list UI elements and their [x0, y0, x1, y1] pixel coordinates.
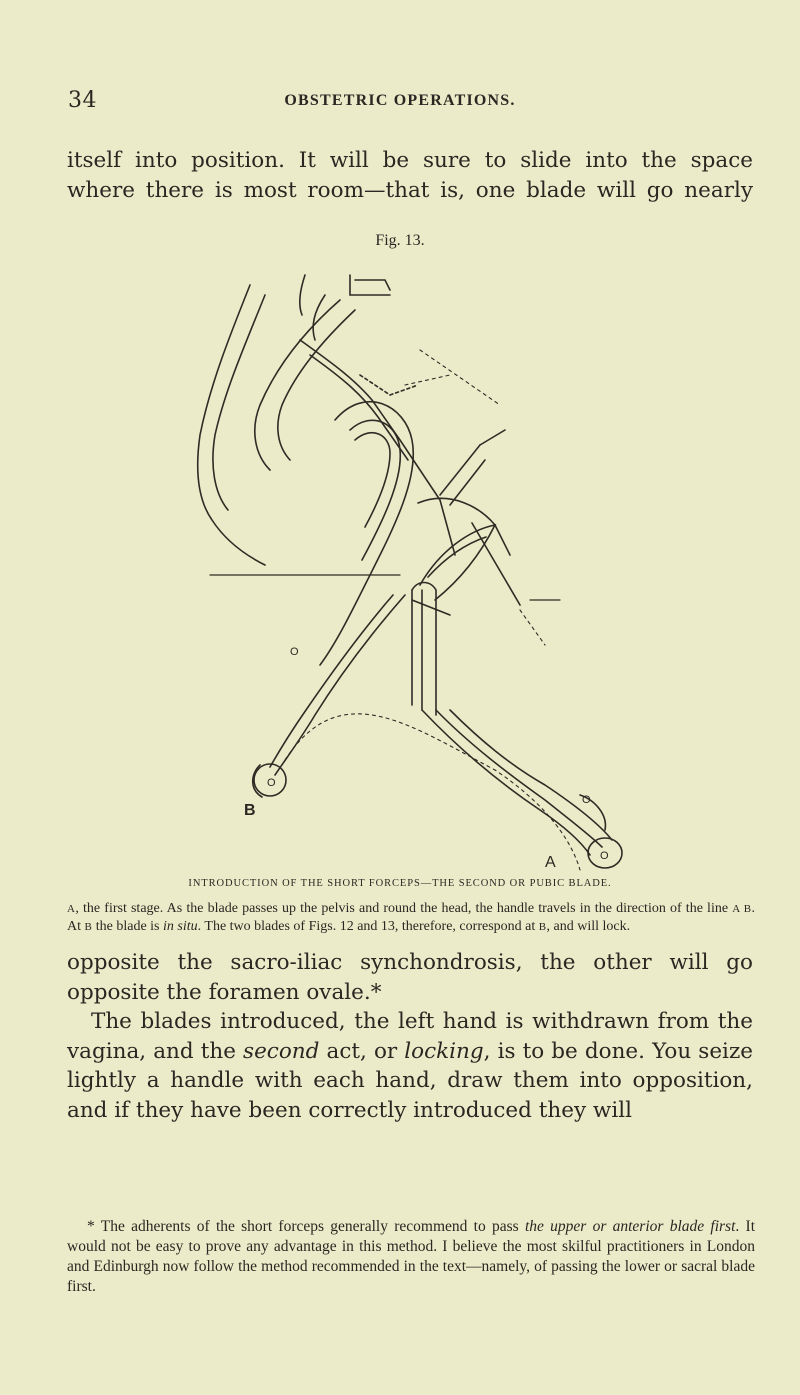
paragraph-2-locking: locking [404, 1038, 484, 1064]
caption-text-b: the blade is [92, 919, 164, 934]
paragraph-1: opposite the sacro-iliac synchondrosis, the other will go opposite the foramen ovale.* [67, 950, 753, 1005]
paragraph-2-start: The blades introduced, the left hand is withdrawn from the vagina, and the [67, 1009, 753, 1064]
footnote-lead: * The adherents of the short forceps generally recommend to pass [87, 1218, 525, 1235]
paragraph-2-mid: act, or [319, 1038, 405, 1064]
figure-letter-b: B [244, 802, 256, 819]
figure-mark-o-2: O [600, 850, 609, 862]
paragraph-2 [67, 1007, 753, 1125]
text-line-2: where there is most room—that is, one blade will go nearly [67, 177, 753, 203]
footnote-rest: . It would not be easy to prove any advantage in this method. I believe the most skilful practitioners in London and Edinburgh now follow the method recommended in the text—namely, of passing the lower or sacral blade first. [67, 1218, 756, 1295]
figure-mark-o-1: O [267, 777, 276, 789]
body-text-top [67, 146, 753, 205]
caption-letter-a: A [67, 903, 76, 915]
figure-letter-a: A [545, 854, 556, 871]
footnote [67, 1217, 755, 1297]
figure-mark-o-4: O [582, 794, 591, 806]
page-number: 34 [68, 88, 97, 113]
figure-mark-o-3: O [290, 646, 299, 658]
figure-label: Fig. 13. [375, 232, 425, 249]
paragraph-2-second: second [243, 1038, 320, 1064]
text-line-1: itself into position. It will be sure to slide into the space [67, 148, 753, 173]
caption-in-situ: in situ [163, 919, 198, 934]
caption-text-a: , the first stage. As the blade passes up the pelvis and round the head, the handle travels in the direction of the line [75, 901, 733, 916]
caption-letters-ab: A B [732, 903, 752, 915]
caption-after-situ: . The two blades of Figs. 12 and 13, therefore, correspond at [197, 919, 539, 934]
figure-caption-title: INTRODUCTION OF THE SHORT FORCEPS—THE SECOND OR PUBIC BLADE. [188, 878, 612, 889]
caption-letter-b: B [84, 921, 93, 933]
paragraph-2-end: , is to be done. You seize lightly a handle with each hand, draw them into opposition, and if they have been correctly introduced they will [67, 1038, 753, 1123]
figure-caption [67, 900, 755, 936]
forceps-illustration [150, 255, 670, 880]
footnote-italic: the upper or anterior blade first [524, 1218, 736, 1235]
caption-b-lead: . At [67, 901, 755, 934]
caption-letter-b-2: B [538, 921, 547, 933]
caption-end: , and will lock. [546, 919, 631, 934]
body-text-bottom [67, 948, 753, 1125]
running-head: OBSTETRIC OPERATIONS. [284, 92, 516, 109]
